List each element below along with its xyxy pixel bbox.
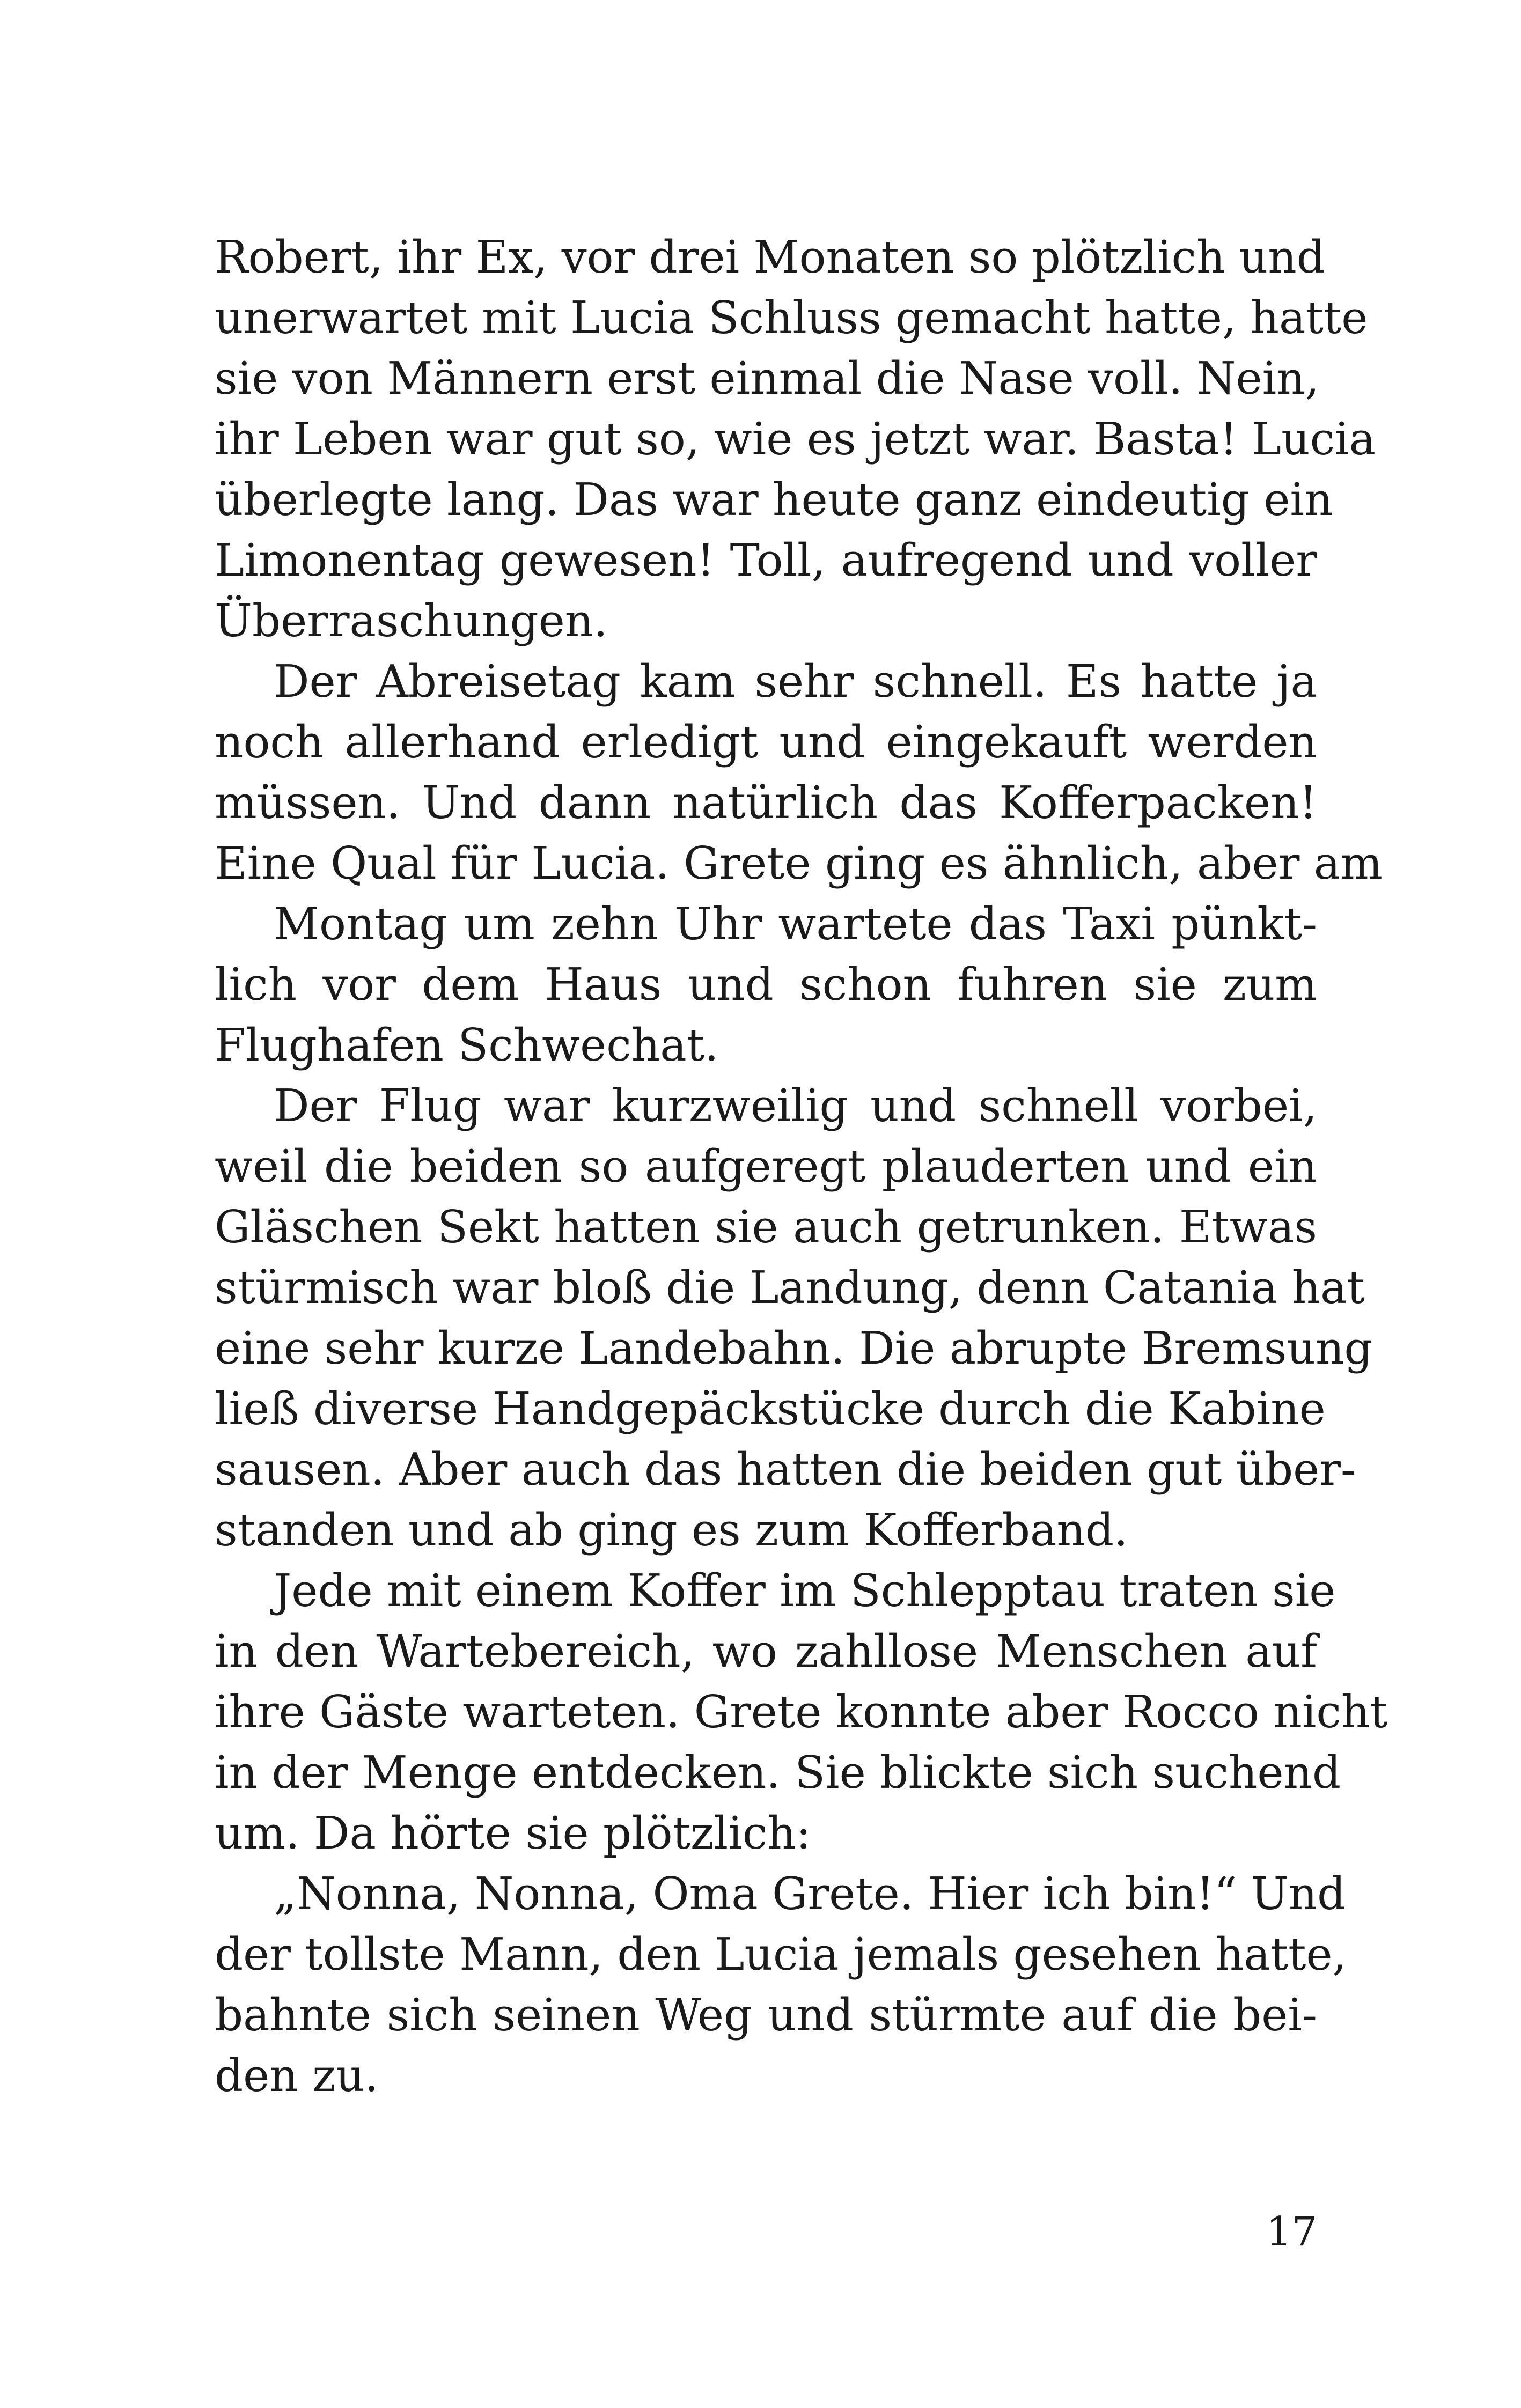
text-line: sie von Männern erst einmal die Nase voll. Nein, — [215, 352, 1319, 404]
text-line: überlegte lang. Das war heute ganz eindeutig ein — [215, 474, 1333, 526]
text-line: müssen. Und dann natürlich das Kofferpacken! — [215, 777, 1317, 829]
text-line: um. Da hörte sie plötzlich: — [215, 1807, 811, 1859]
text-line: der tollste Mann, den Lucia jemals gesehen hatte, — [215, 1928, 1347, 1980]
text-line: Montag um zehn Uhr wartete das Taxi pünkt- — [274, 898, 1317, 950]
page-number: 17 — [1266, 2208, 1318, 2255]
text-line: lich vor dem Haus und schon fuhren sie zum — [215, 959, 1317, 1011]
text-line: stürmisch war bloß die Landung, denn Catania hat — [215, 1262, 1365, 1314]
text-line: bahnte sich seinen Weg und stürmte auf die bei- — [215, 1989, 1317, 2041]
text-line: Überraschungen. — [215, 595, 608, 647]
text-line: Jede mit einem Koffer im Schlepptau traten sie — [274, 1565, 1336, 1617]
text-line: Robert, ihr Ex, vor drei Monaten so plötzlich und — [215, 231, 1325, 283]
text-line: Gläschen Sekt hatten sie auch getrunken. Etwas — [215, 1201, 1317, 1253]
text-line: in der Menge entdecken. Sie blickte sich suchend — [215, 1747, 1341, 1799]
text-line: ihre Gäste warteten. Grete konnte aber Rocco nicht — [215, 1686, 1388, 1738]
text-line: unerwartet mit Lucia Schluss gemacht hatte, hatte — [215, 292, 1368, 344]
text-line: in den Wartebereich, wo zahllose Menschen auf — [215, 1625, 1317, 1677]
text-line: Flughafen Schwechat. — [215, 1019, 719, 1071]
text-line: Eine Qual für Lucia. Grete ging es ähnlich, aber am — [215, 837, 1383, 889]
text-line: den zu. — [215, 2050, 379, 2102]
text-line: Limonentag gewesen! Toll, aufregend und voller — [215, 534, 1317, 586]
text-line: standen und ab ging es zum Kofferband. — [215, 1504, 1128, 1556]
text-line: „Nonna, Nonna, Oma Grete. Hier ich bin!“ Und — [274, 1868, 1346, 1920]
text-line: weil die beiden so aufgeregt plauderten und ein — [215, 1140, 1317, 1192]
text-line: sausen. Aber auch das hatten die beiden gut über- — [215, 1444, 1356, 1496]
text-line: ließ diverse Handgepäckstücke durch die Kabine — [215, 1383, 1326, 1435]
text-line: eine sehr kurze Landebahn. Die abrupte Bremsung — [215, 1322, 1373, 1374]
text-line: noch allerhand erledigt und eingekauft werden — [215, 716, 1317, 768]
body-text — [215, 227, 1388, 2106]
text-line: Der Abreisetag kam sehr schnell. Es hatte ja — [274, 656, 1317, 708]
text-line: Der Flug war kurzweilig und schnell vorbei, — [274, 1080, 1317, 1132]
text-line: ihr Leben war gut so, wie es jetzt war. Basta! Lucia — [215, 413, 1376, 465]
